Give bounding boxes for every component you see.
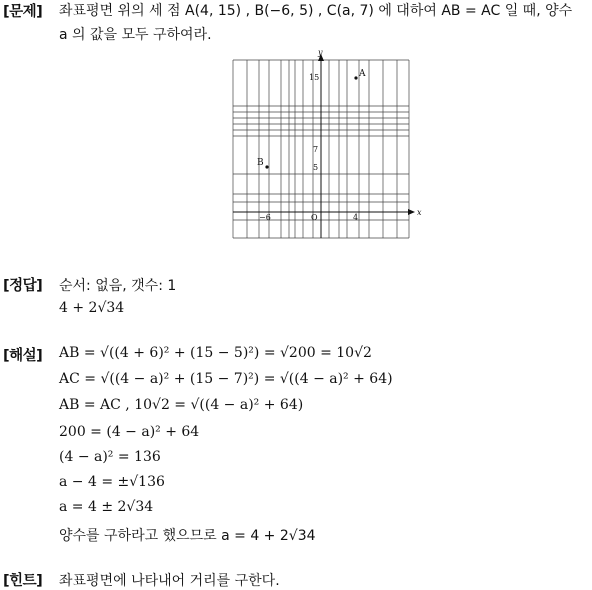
- problem-line-1: 좌표평면 위의 세 점 A(4, 15) , B(−6, 5) , C(a, 7) 에 대하여 AB = AC 일 때, 양수: [59, 3, 573, 19]
- problem-line-2: a 의 값을 모두 구하여라.: [59, 27, 212, 43]
- tick-label-4: 4: [353, 213, 359, 222]
- solution-line-7: a = 4 ± 2√34: [59, 499, 154, 515]
- solution-line-5: (4 − a)² = 136: [59, 449, 161, 465]
- point-a: [354, 76, 357, 79]
- tick-label-minus6: −6: [259, 213, 271, 222]
- solution-line-6: a − 4 = ±√136: [59, 474, 165, 490]
- point-a-label: A: [359, 69, 366, 79]
- tick-label-7: 7: [313, 145, 319, 154]
- tick-label-5: 5: [313, 163, 319, 172]
- hint-label: [힌트]: [3, 573, 43, 589]
- coordinate-graph: [229, 48, 422, 240]
- solution-line-2: AC = √((4 − a)² + (15 − 7)²) = √((4 − a)² + 64): [59, 371, 393, 387]
- hint-text: 좌표평면에 나타내어 거리를 구한다.: [59, 573, 280, 589]
- x-axis-label: x: [417, 208, 422, 217]
- point-b-label: B: [257, 158, 264, 168]
- tick-label-15: 15: [309, 73, 320, 82]
- point-b: [265, 165, 268, 168]
- y-axis-label: y: [318, 48, 323, 57]
- solution-label: [해설]: [3, 348, 43, 364]
- solution-line-8: 양수를 구하라고 했으므로 a = 4 + 2√34: [59, 528, 316, 544]
- origin-label: O: [311, 213, 318, 222]
- solution-line-4: 200 = (4 − a)² + 64: [59, 424, 200, 440]
- problem-label: [문제]: [3, 4, 43, 20]
- solution-line-1: AB = √((4 + 6)² + (15 − 5)²) = √200 = 10√2: [59, 345, 372, 361]
- answer-label: [정답]: [3, 278, 43, 294]
- solution-line-3: AB = AC , 10√2 = √((4 − a)² + 64): [59, 397, 304, 413]
- answer-line-1: 순서: 없음, 갯수: 1: [59, 278, 177, 294]
- answer-line-2: 4 + 2√34: [59, 300, 125, 316]
